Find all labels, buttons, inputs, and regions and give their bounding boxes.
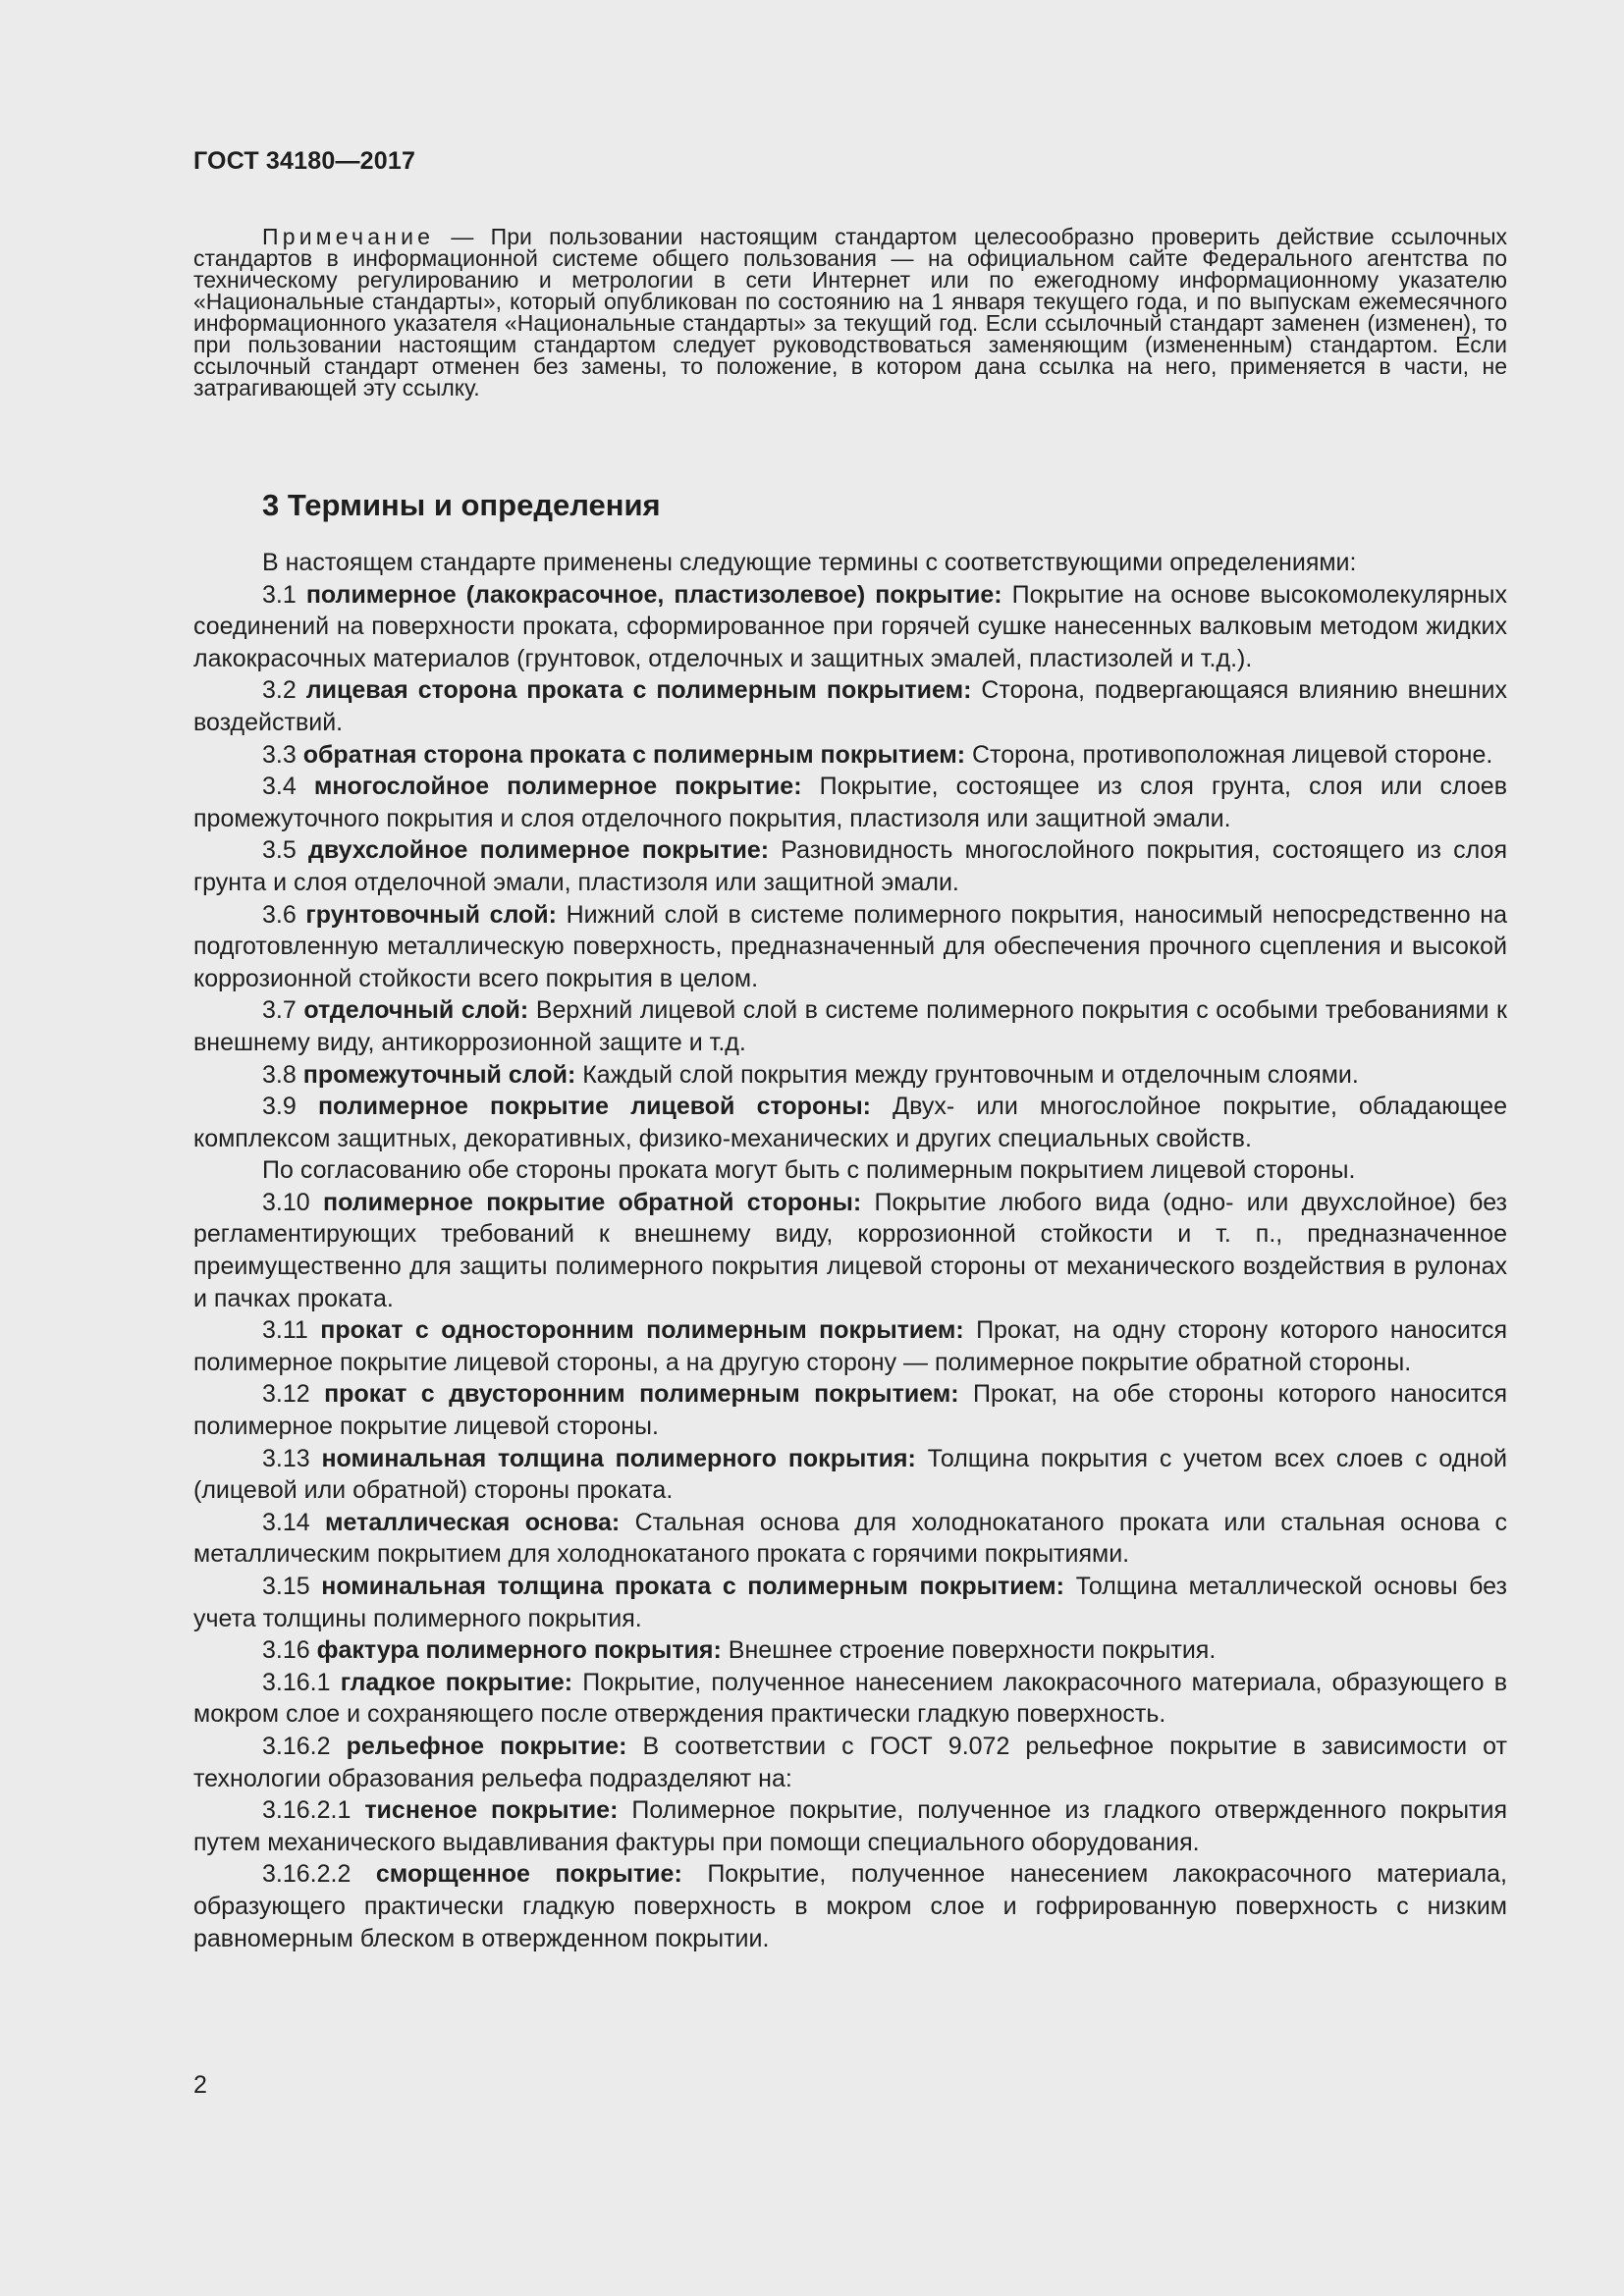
term-text: Разновидность многослойного покрытия, состоящего из слоя грунта и слоя отделочной эмали, пластизоля или защитной эмали. xyxy=(193,836,1507,896)
term-number: 3.16.1 xyxy=(262,1668,331,1696)
term-name: промежуточный слой: xyxy=(302,1060,576,1089)
section-title: 3 Термины и определения xyxy=(262,488,661,522)
term-name: номинальная толщина полимерного покрытия: xyxy=(321,1444,916,1472)
term-definition xyxy=(193,1059,1507,1092)
term-text: Прокат, на одну сторону которого наносится полимерное покрытие лицевой стороны, а на другую сторону — полимерное покрытие обратной стороны. xyxy=(193,1316,1507,1376)
term-name: многослойное полимерное покрытие: xyxy=(313,773,802,801)
term-name: сморщенное покрытие: xyxy=(375,1860,682,1889)
term-text: Прокат, на обе стороны которого наносится полимерное покрытие лицевой стороны. xyxy=(193,1380,1507,1441)
term-text: Сторона, противоположная лицевой стороне. xyxy=(965,740,1493,769)
term-text: По согласованию обе стороны проката могут быть с полимерным покрытием лицевой стороны. xyxy=(262,1156,1356,1185)
term-number: 3.16.2.1 xyxy=(262,1796,352,1825)
term-definition xyxy=(193,1187,1507,1314)
term-name: полимерное покрытие обратной стороны: xyxy=(322,1188,862,1216)
term-number: 3.7 xyxy=(262,996,297,1025)
term-number: 3.14 xyxy=(262,1508,310,1536)
term-definition xyxy=(193,994,1507,1058)
term-definition xyxy=(193,1858,1507,1954)
term-definition xyxy=(193,1507,1507,1571)
term-definition xyxy=(193,771,1507,834)
term-definition xyxy=(193,1443,1507,1507)
term-name: лицевая сторона проката с полимерным покрытием: xyxy=(305,676,972,705)
term-number: 3.11 xyxy=(262,1316,308,1345)
term-name: гладкое покрытие: xyxy=(340,1668,573,1696)
term-number: 3.2 xyxy=(262,676,297,705)
term-number: 3.8 xyxy=(262,1060,297,1089)
term-text: Покрытие, состоящее из слоя грунта, слоя или слоев промежуточного покрытия и слоя отделочного покрытия, пластизоля или защитной эмали. xyxy=(193,773,1507,832)
term-number: 3.3 xyxy=(262,740,297,769)
term-name: металлическая основа: xyxy=(325,1508,621,1536)
note-block xyxy=(193,226,1507,399)
term-name: прокат с двусторонним полимерным покрытием: xyxy=(324,1380,959,1409)
term-definition xyxy=(193,674,1507,738)
term-name: двухслойное полимерное покрытие: xyxy=(307,836,770,865)
term-definition xyxy=(193,1378,1507,1442)
term-name: рельефное покрытие: xyxy=(346,1732,627,1760)
term-name: отделочный слой: xyxy=(303,996,529,1025)
term-definition xyxy=(193,1154,1507,1187)
term-number: 3.16.2 xyxy=(262,1732,331,1760)
term-text: Верхний лицевой слой в системе полимерного покрытия с особыми требованиями к внешнему виду, антикоррозионной защите и т.д. xyxy=(193,996,1507,1056)
term-definition xyxy=(193,834,1507,898)
term-name: грунтовочный слой: xyxy=(305,900,557,929)
term-number: 3.16.2.2 xyxy=(262,1860,352,1889)
note-text: — При пользовании настоящим стандартом целесообразно проверить действие ссылочных стандартов в информационной системе общего пользования — на официальном сайте Федерального агентства по техническому регулированию и метрологии в сети Интернет или по ежегодному информационному указателю «Национальные стандарты», который опубликован по состоянию на 1 января текущего года, и по выпускам ежемесячного информационного указателя «Национальные стандарты» за текущий год. Если ссылочный стандарт заменен (изменен), то при пользовании настоящим стандартом следует руководствоваться заменяющим (измененным) стандартом. Если ссылочный стандарт отменен без замены, то положение, в котором дана ссылка на него, применяется в части, не затрагивающей эту ссылку. xyxy=(193,224,1507,400)
term-definition xyxy=(193,1794,1507,1858)
term-name: фактура полимерного покрытия: xyxy=(316,1636,722,1665)
terms-list xyxy=(193,547,1507,1954)
term-number: 3.12 xyxy=(262,1380,310,1409)
term-text: Полимерное покрытие, полученное из гладкого отвержденного покрытия путем механического выдавливания фактуры при помощи специального оборудования. xyxy=(193,1796,1508,1856)
term-definition xyxy=(193,1634,1507,1667)
term-text: В соответствии с ГОСТ 9.072 рельефное покрытие в зависимости от технологии образования рельефа подразделяют на: xyxy=(193,1732,1507,1792)
term-text: Сторона, подвергающаяся влиянию внешних воздействий. xyxy=(193,676,1507,736)
term-name: тисненое покрытие: xyxy=(364,1796,619,1825)
term-text: Покрытие, полученное нанесением лакокрасочного материала, образующего практически гладкую поверхность в мокром слое и гофрированную поверхность с низким равномерным блеском в отвержденном покрытии. xyxy=(193,1860,1507,1952)
note-label: Примечание xyxy=(262,224,435,249)
term-text: Двух- или многослойное покрытие, обладающее комплексом защитных, декоративных, физико-механических и других специальных свойств. xyxy=(193,1093,1507,1152)
term-text: Толщина металлической основы без учета толщины полимерного покрытия. xyxy=(193,1573,1507,1632)
term-number: 3.6 xyxy=(262,900,297,929)
term-number: 3.16 xyxy=(262,1636,310,1665)
term-name: обратная сторона проката с полимерным покрытием: xyxy=(302,740,966,769)
term-definition xyxy=(193,1731,1507,1794)
term-number: 3.4 xyxy=(262,773,297,801)
term-number: 3.1 xyxy=(262,580,297,609)
term-name: полимерное покрытие лицевой стороны: xyxy=(317,1093,871,1121)
term-definition xyxy=(193,1314,1507,1378)
term-text: Покрытие, полученное нанесением лакокрасочного материала, образующего в мокром слое и сохраняющего после отверждения практически гладкую поверхность. xyxy=(193,1668,1507,1729)
term-name: номинальная толщина проката с полимерным покрытием: xyxy=(321,1573,1064,1600)
term-definition xyxy=(193,579,1507,675)
page-number: 2 xyxy=(193,2071,207,2099)
term-number: 3.9 xyxy=(262,1093,297,1121)
term-text: Покрытие любого вида (одно- или двухслойное) без регламентирующих требований к внешнему виду, коррозионной стойкости и т. п., предназначенное преимущественно для защиты полимерного покрытия лицевой стороны от механического воздействия в рулонах и пачках проката. xyxy=(193,1188,1508,1312)
term-number: 3.13 xyxy=(262,1444,310,1472)
term-definition xyxy=(193,1667,1507,1731)
term-text: Покрытие на основе высокомолекулярных соединений на поверхности проката, сформированное при горячей сушке нанесенных валковым методом жидких лакокрасочных материалов (грунтовок, отделочных и защитных эмалей, пластизолей и т.д.). xyxy=(193,580,1508,672)
term-text: Нижний слой в системе полимерного покрытия, наносимый непосредственно на подготовленную металлическую поверхность, предназначенный для обеспечения прочного сцепления и высокой коррозионной стойкости всего покрытия в целом. xyxy=(193,900,1508,992)
note-paragraph xyxy=(193,226,1507,399)
section-intro: В настоящем стандарте применены следующие термины с соответствующими определениями: xyxy=(262,549,1357,576)
term-text: Каждый слой покрытия между грунтовочным и отделочным слоями. xyxy=(575,1060,1359,1089)
term-text: Стальная основа для холоднокатаного проката или стальная основа с металлическим покрытием для холоднокатаного проката с горячими покрытиями. xyxy=(193,1508,1507,1569)
term-text: Толщина покрытия с учетом всех слоев с одной (лицевой или обратной) стороны проката. xyxy=(193,1444,1507,1505)
term-name: полимерное (лакокрасочное, пластизолевое) покрытие: xyxy=(305,580,1002,609)
term-number: 3.15 xyxy=(262,1573,310,1600)
term-text: Внешнее строение поверхности покрытия. xyxy=(721,1636,1217,1665)
term-definition xyxy=(193,739,1507,772)
document-code-header: ГОСТ 34180—2017 xyxy=(193,147,416,175)
term-number: 3.5 xyxy=(262,836,297,865)
term-number: 3.10 xyxy=(262,1188,310,1216)
term-definition xyxy=(193,899,1507,995)
term-name: прокат с односторонним полимерным покрытием: xyxy=(320,1316,964,1345)
term-definition xyxy=(193,1091,1507,1154)
term-definition xyxy=(193,1571,1507,1634)
